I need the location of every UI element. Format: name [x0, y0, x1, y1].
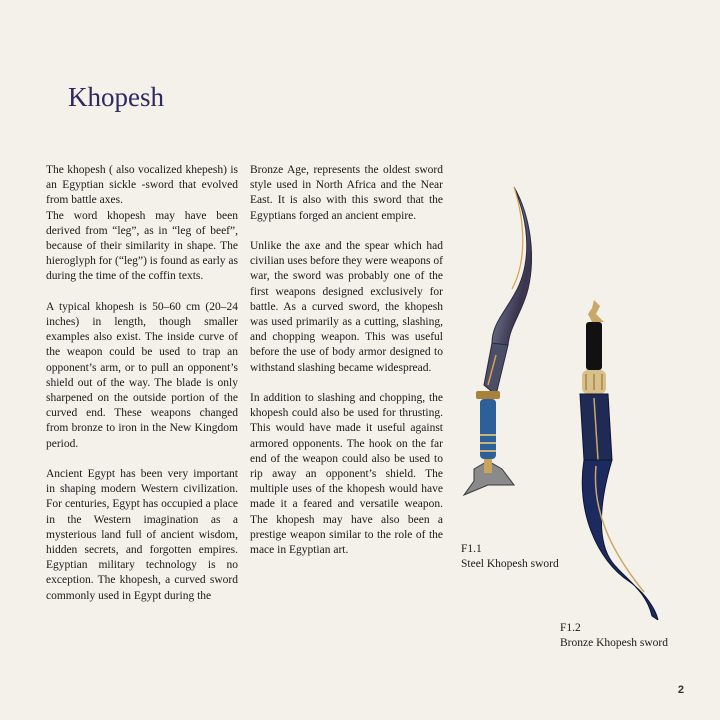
page-title: Khopesh	[68, 82, 164, 112]
paragraph: Bronze Age, represents the oldest sword style used in North Africa and the Near East. It is also with this sword that the Egyptians forged an ancient empire.	[250, 164, 443, 222]
text-column-left	[46, 163, 238, 604]
steel-khopesh-illustration	[452, 185, 532, 525]
figure-label: F1.1	[461, 543, 482, 555]
paragraph: The khopesh ( also vocalized khepesh) is an Egyptian sickle -sword that evolved from battle axes.	[46, 164, 238, 207]
paragraph: Ancient Egypt has been very important in shaping modern Western civilization. For centuries, Egypt has occupied a place in the Western imagination as a mysterious land full of ancient wisdom, hidden secrets, and forgotten empires. Egyptian military technology is no exception. The khopesh, a curved sword commonly used in Egypt during the	[46, 468, 238, 602]
figure-caption-bronze	[560, 621, 668, 651]
figure-label: F1.2	[560, 622, 581, 634]
figure-caption-steel	[461, 542, 559, 572]
figure-caption-text: Bronze Khopesh sword	[560, 637, 668, 649]
bronze-khopesh-illustration	[566, 300, 666, 620]
paragraph: A typical khopesh is 50–60 cm (20–24 inches) in length, though smaller examples also exist. The inside curve of the weapon could be used to trap an opponent’s arm, or to pull an opponent’s shield out of the way. The blade is only sharpened on the outside portion of the curved end. These weapons changed from bronze to iron in the New Kingdom period.	[46, 300, 238, 450]
paragraph: Unlike the axe and the spear which had civilian uses before they were weapons of war, the sword was probably one of the first weapons designed exclusively for battle. As a curved sword, the khopesh was used primarily as a cutting, slashing, and chopping weapon. This was useful before the use of body armor designed to withstand slashing became widespread.	[250, 240, 443, 374]
page-number: 2	[677, 684, 684, 696]
paragraph: In addition to slashing and chopping, the khopesh could also be used for thrusting. This would have made it useful against armored opponents. The hook on the far end of the weapon could also be used to rip away an opponent’s shield. The multiple uses of the khopesh would have made it a feared and versatile weapon. The khopesh may have also been a prestige weapon similar to the role of the mace in Egyptian art.	[250, 392, 443, 557]
paragraph: The word khopesh may have been derived from “leg”, as in “leg of beef”, because of their similarity in shape. The hieroglyph for (“leg”) is found as early as during the time of the coffin texts.	[46, 209, 238, 283]
text-column-right	[250, 163, 443, 558]
figure-caption-text: Steel Khopesh sword	[461, 558, 559, 570]
